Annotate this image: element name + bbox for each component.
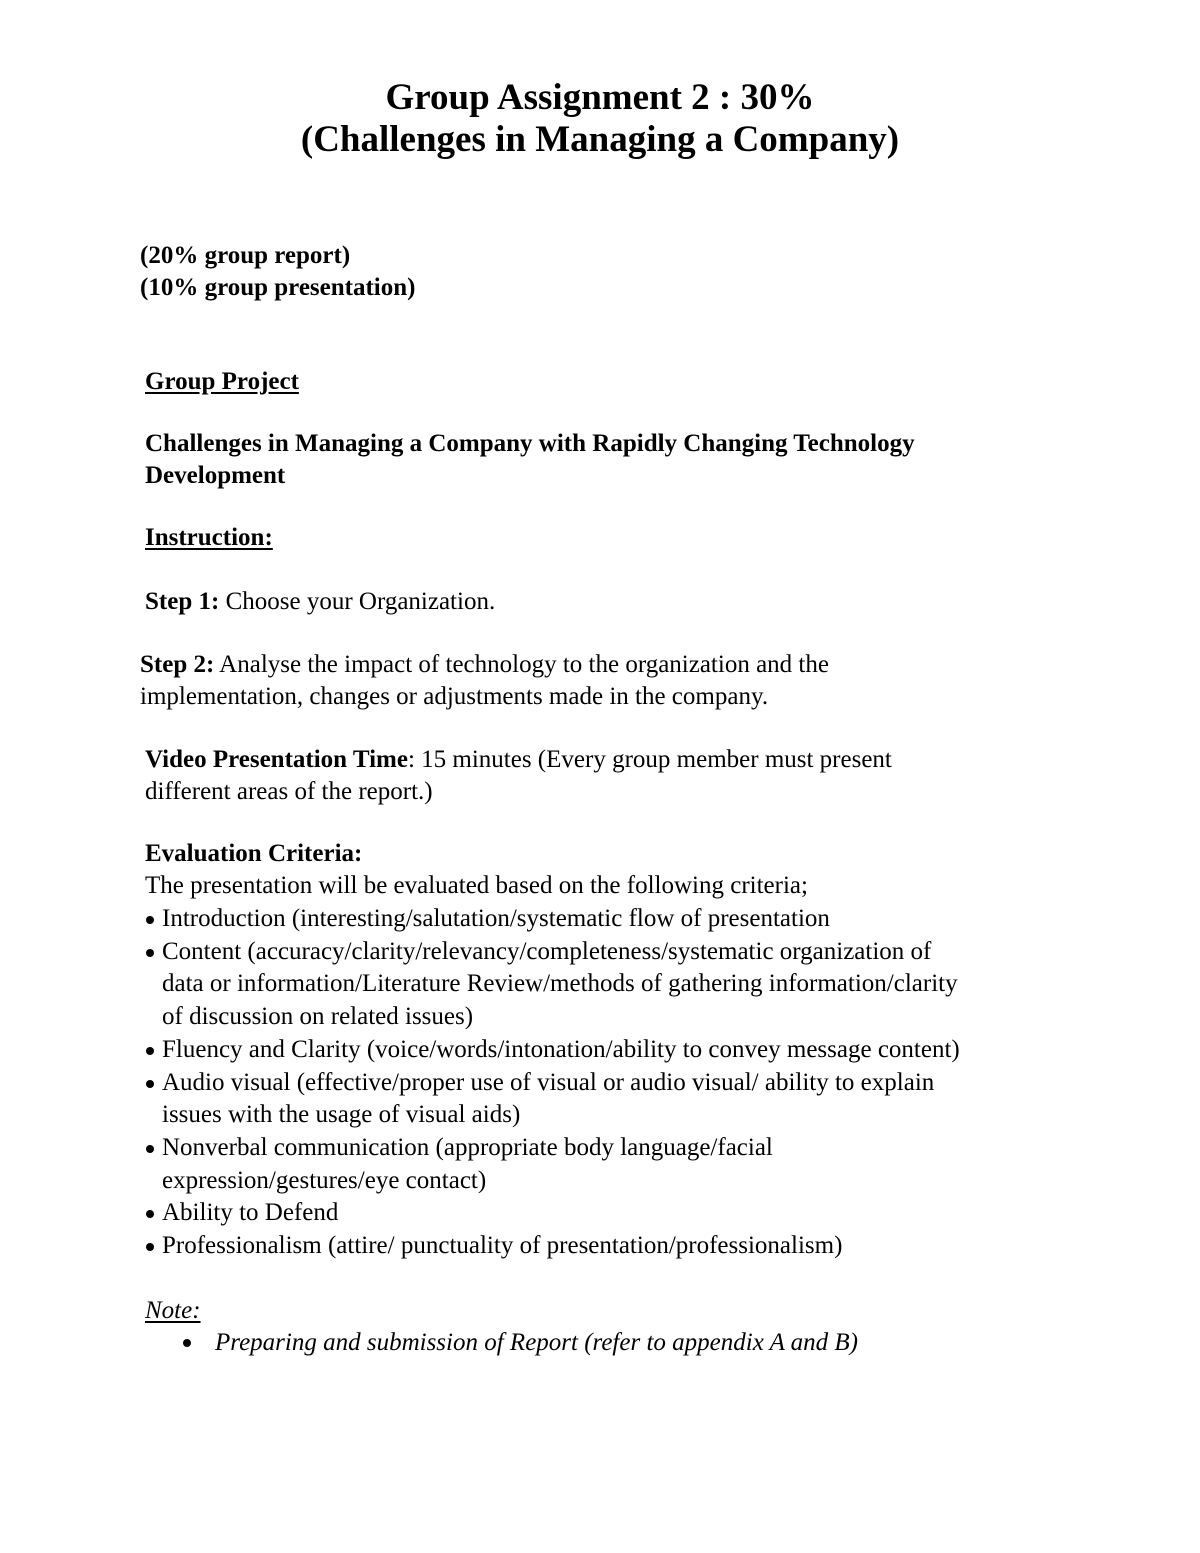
note-bullet-icon xyxy=(183,1339,191,1347)
evaluation-intro: The presentation will be evaluated based on the following criteria; xyxy=(145,872,808,899)
criteria-item-line: of discussion on related issues) xyxy=(162,1003,474,1031)
page-title-line2: (Challenges in Managing a Company) xyxy=(300,119,900,160)
criteria-item-line: Fluency and Clarity (voice/words/intonation/ability to convey message content) xyxy=(162,1035,960,1063)
bullet-icon xyxy=(146,1210,154,1218)
group-project-heading: Group Project xyxy=(145,368,299,395)
project-topic-line2: Development xyxy=(145,462,286,489)
video-time-label: Video Presentation Time xyxy=(145,746,408,773)
bullet-icon xyxy=(146,949,154,957)
evaluation-heading: Evaluation Criteria: xyxy=(145,840,363,867)
report-weight: (20% group report) xyxy=(140,242,351,269)
note-label: Note: xyxy=(145,1297,201,1324)
project-topic-line1: Challenges in Managing a Company with Rapidly Changing Technology xyxy=(145,430,915,457)
video-time-line1 xyxy=(145,744,892,776)
bullet-icon xyxy=(146,1047,154,1055)
criteria-item-line: Audio visual (effective/proper use of visual or audio visual/ ability to explain xyxy=(162,1068,935,1096)
step1-label: Step 1: xyxy=(145,588,220,615)
step2-text-line1: Analyse the impact of technology to the organization and the xyxy=(214,651,829,678)
step1 xyxy=(145,586,495,618)
criteria-item-line: Content (accuracy/clarity/relevancy/completeness/systematic organization of xyxy=(162,937,932,965)
criteria-item-line: Professionalism (attire/ punctuality of presentation/professionalism) xyxy=(162,1232,843,1259)
step2-text-line2: implementation, changes or adjustments made in the company. xyxy=(140,683,769,710)
bullet-icon xyxy=(146,1145,154,1153)
bullet-icon xyxy=(146,1080,154,1088)
criteria-item-line: data or information/Literature Review/methods of gathering information/clarity xyxy=(162,970,958,998)
step1-text: Choose your Organization. xyxy=(219,588,496,615)
bullet-icon xyxy=(146,1243,154,1251)
note-item: Preparing and submission of Report (refer to appendix A and B) xyxy=(215,1329,859,1356)
video-time-text-line2: different areas of the report.) xyxy=(145,778,433,805)
page-title-line1: Group Assignment 2 : 30% xyxy=(385,77,815,118)
criteria-item-line: Nonverbal communication (appropriate body language/facial xyxy=(162,1133,773,1161)
video-time-text-line1: : 15 minutes (Every group member must present xyxy=(407,746,892,773)
step2-label: Step 2: xyxy=(140,651,215,678)
criteria-item-line: expression/gestures/eye contact) xyxy=(162,1166,487,1194)
criteria-item-line: Introduction (interesting/salutation/systematic flow of presentation xyxy=(162,905,830,932)
criteria-item-line: issues with the usage of visual aids) xyxy=(162,1101,521,1129)
step2-line1 xyxy=(140,649,829,681)
criteria-item-line: Ability to Defend xyxy=(162,1199,339,1227)
instruction-heading: Instruction: xyxy=(145,524,273,551)
presentation-weight: (10% group presentation) xyxy=(140,274,416,301)
bullet-icon xyxy=(146,916,154,924)
